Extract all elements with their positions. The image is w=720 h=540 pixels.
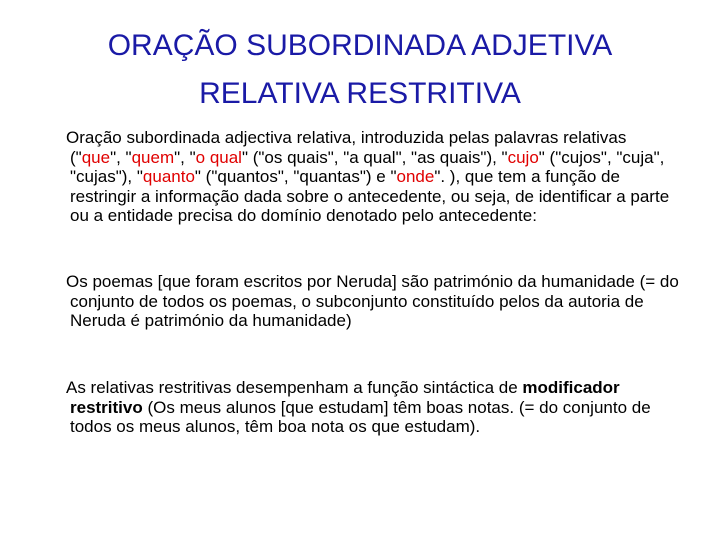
definition-text: Oração subordinada adjectiva relativa, introduzida pelas palavras relativas (" — [66, 128, 627, 167]
relative-word-cujo: cujo — [507, 147, 539, 167]
definition-text: ", " — [174, 147, 196, 167]
function-text: As relativas restritivas desempenham a função sintáctica de — [66, 378, 523, 397]
title-line-1: ORAÇÃO SUBORDINADA ADJETIVA — [107, 29, 613, 62]
relative-word-que: que — [81, 147, 111, 167]
title-line-2: RELATIVA RESTRITIVA — [199, 77, 521, 110]
relative-word-quanto: quanto — [142, 167, 195, 186]
function-paragraph — [66, 378, 680, 437]
function-term: modificador restritivo — [70, 378, 620, 417]
definition-text: " ("os quais", "a qual", "as quais"), " — [241, 147, 508, 167]
definition-paragraph — [66, 128, 680, 226]
slide-title — [0, 22, 720, 118]
definition-text: ". ), que tem a função de restringir a informação dada sobre o antecedente, ou seja, de identificar a parte ou a entidade precisa do domínio denotado pelo antecedente: — [70, 167, 670, 225]
function-text: (Os meus alunos [que estudam] têm boas notas. (= do conjunto de todos os meus alunos, têm boa nota os que estudam). — [70, 397, 651, 436]
relative-word-quem: quem — [131, 147, 175, 167]
definition-text: " ("cujos", "cuja", "cujas"), " — [70, 147, 665, 186]
definition-text: " ("quantos", "quantas") e " — [194, 167, 397, 186]
relative-word-onde: onde — [396, 167, 435, 186]
example-text: Os poemas [que foram escritos por Neruda] são património da humanidade (= do conjunto de todos os poemas, o subconjunto constituído pelos da autoria de Neruda é património da humanidade) — [66, 272, 679, 330]
definition-text: ", " — [110, 147, 132, 167]
example-paragraph — [66, 272, 680, 331]
relative-word-o-qual: o qual — [195, 147, 242, 167]
